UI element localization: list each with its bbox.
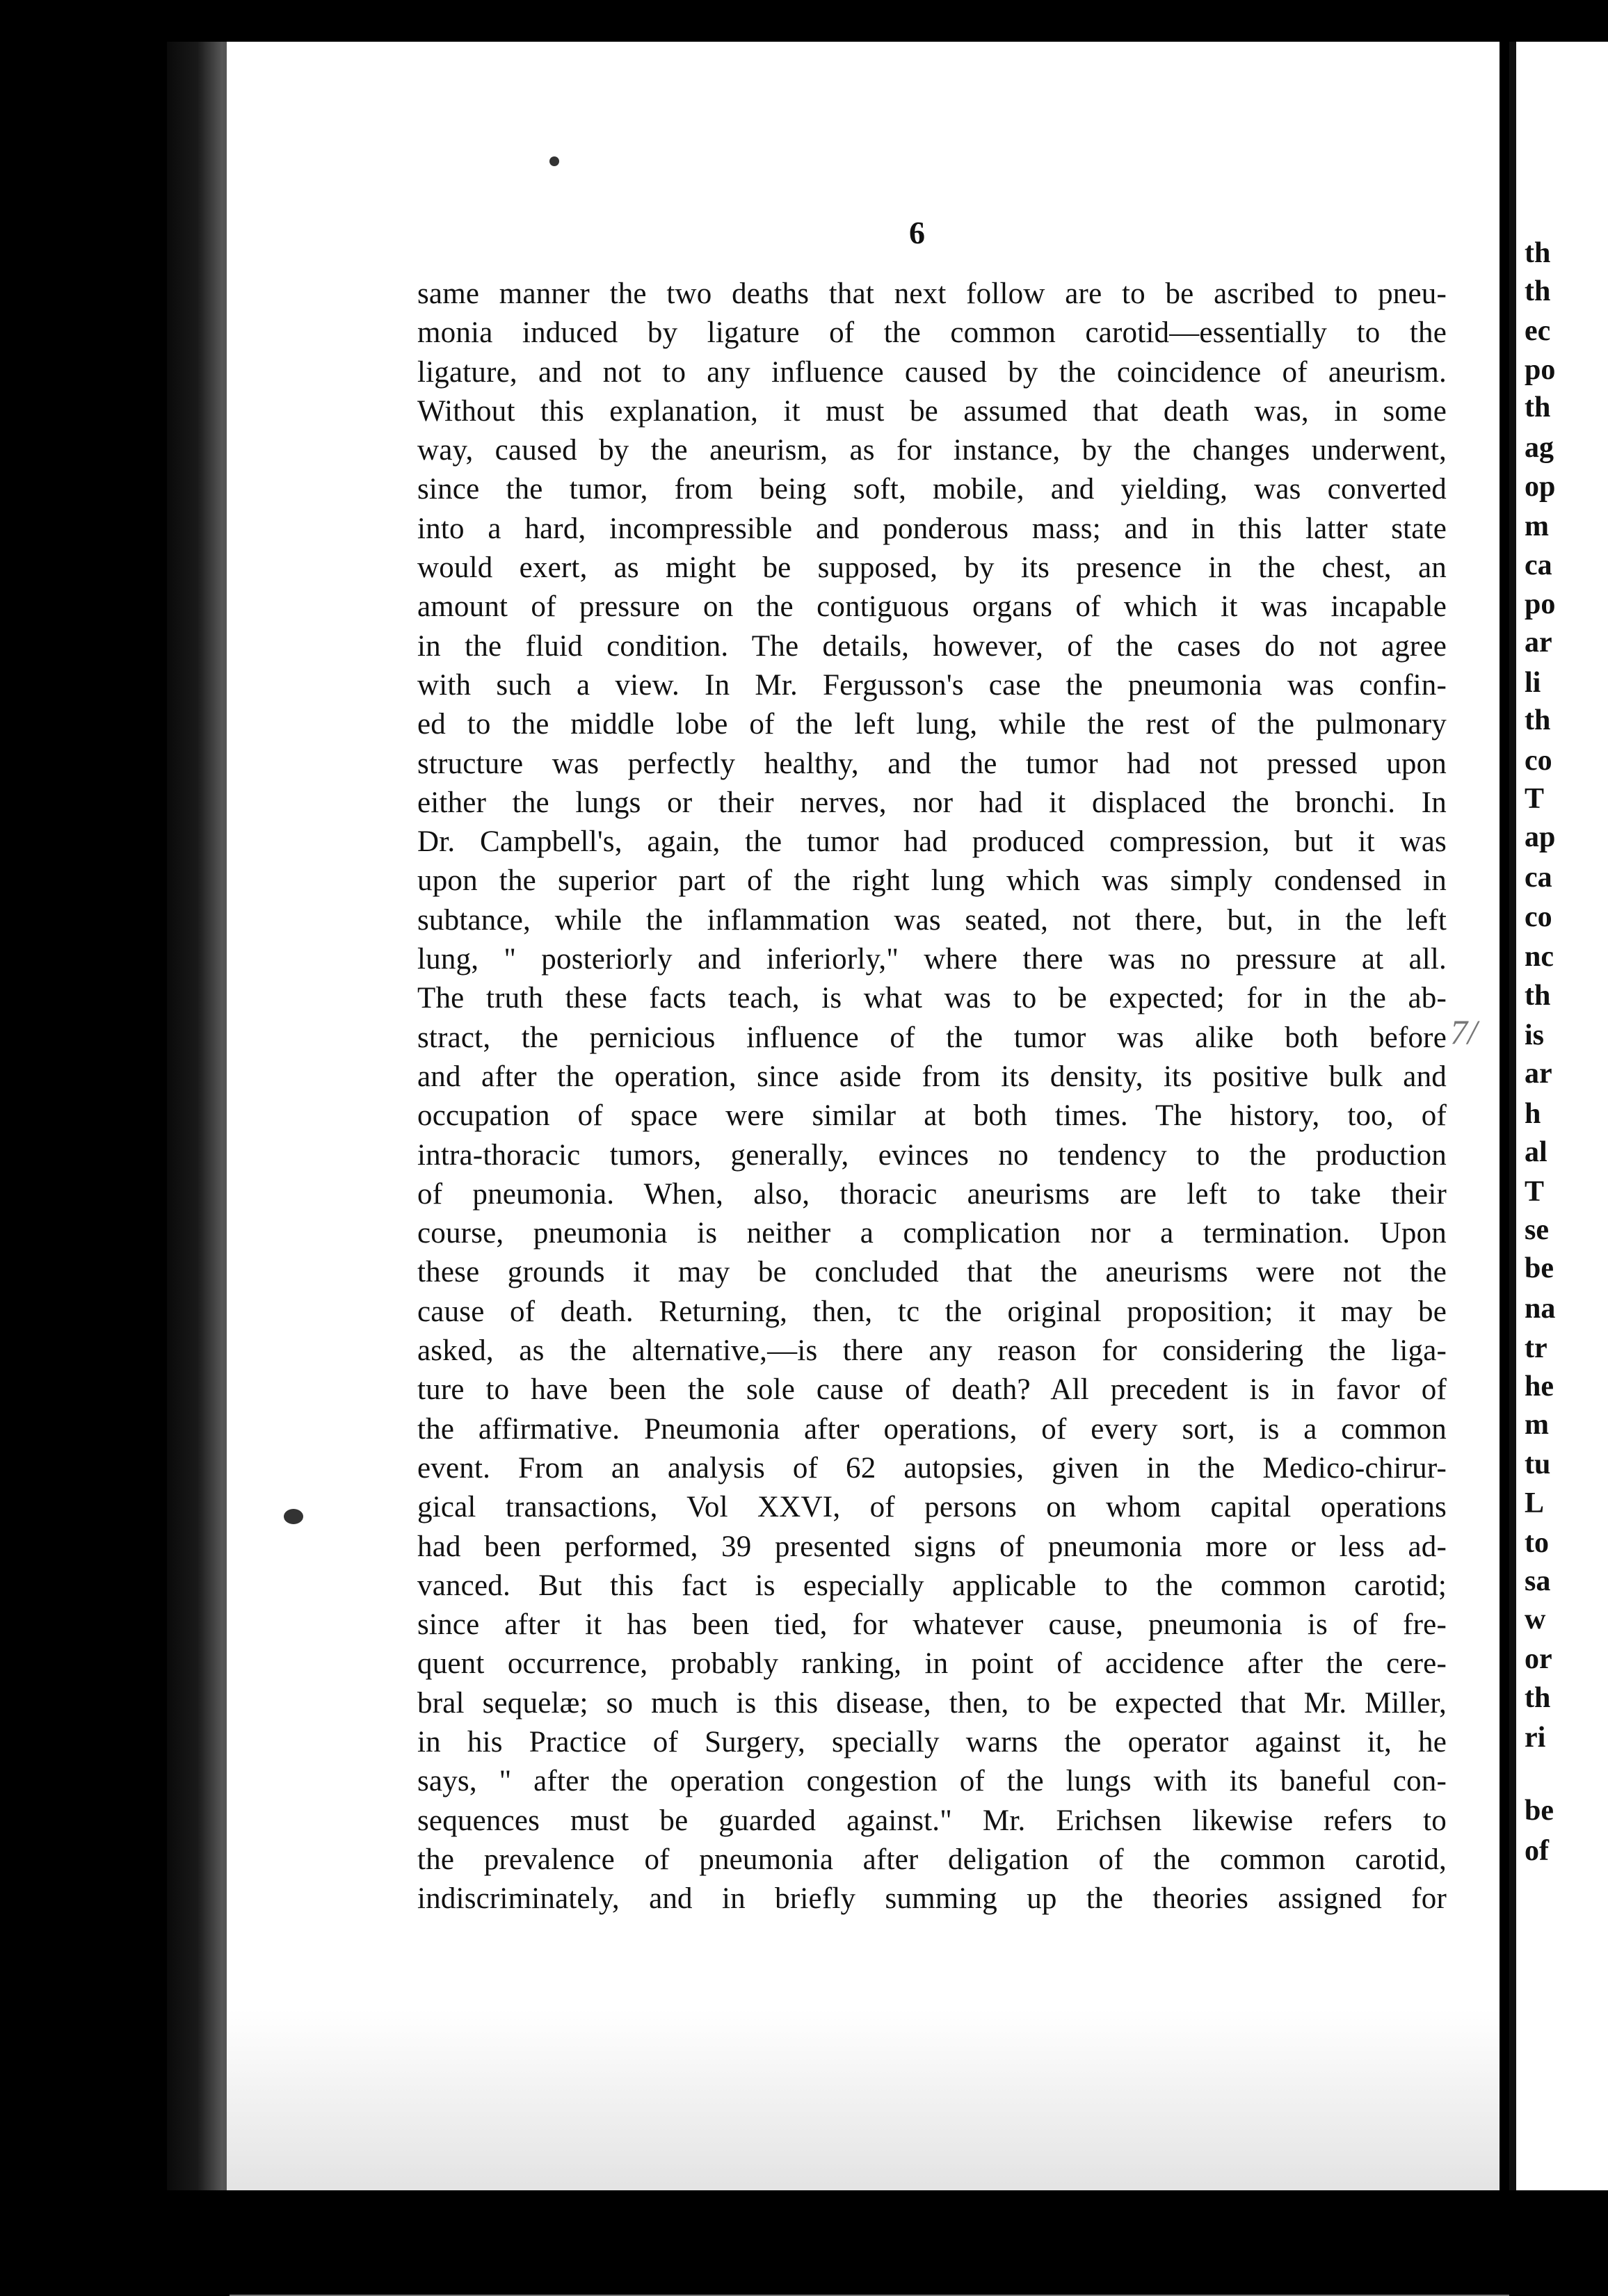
facing-page-fragment: li: [1525, 667, 1541, 699]
text-line: the prevalence of pneumonia after deligation of the common carotid,: [417, 1843, 1447, 1876]
facing-page-fragment: nc: [1525, 941, 1554, 973]
facing-page-fragment: op: [1525, 471, 1556, 503]
facing-page-fragment: ap: [1525, 821, 1556, 853]
facing-page-fragment: po: [1525, 354, 1556, 386]
text-line: with such a view. In Mr. Fergusson's case the pneumonia was confin-: [417, 668, 1447, 702]
text-line: and after the operation, since aside from its density, its positive bulk and: [417, 1060, 1447, 1093]
text-line: upon the superior part of the right lung which was simply condensed in: [417, 864, 1447, 898]
facing-page-fragment: he: [1525, 1371, 1554, 1402]
text-line: since the tumor, from being soft, mobile, and yielding, was converted: [417, 473, 1447, 506]
text-line: ture to have been the sole cause of death? All precedent is in favor of: [417, 1373, 1447, 1407]
text-line: stract, the pernicious influence of the tumor was alike both before: [417, 1021, 1447, 1054]
facing-page-fragment: th: [1525, 391, 1551, 423]
ink-speck: [284, 1509, 303, 1524]
text-line: sequences must be guarded against." Mr. Erichsen likewise refers to: [417, 1804, 1447, 1837]
text-line: asked, as the alternative,—is there any reason for considering the liga-: [417, 1334, 1447, 1368]
facing-page-fragment: ag: [1525, 432, 1554, 464]
body-text: [417, 275, 1447, 1918]
text-line: says, " after the operation congestion of the lungs with its baneful con-: [417, 1765, 1447, 1798]
text-line: indiscriminately, and in briefly summing up the theories assigned for: [417, 1882, 1447, 1916]
text-line: structure was perfectly healthy, and the tumor had not pressed upon: [417, 747, 1447, 780]
text-line: these grounds it may be concluded that the aneurisms were not the: [417, 1256, 1447, 1289]
facing-page-fragment: na: [1525, 1293, 1556, 1325]
text-line: quent occurrence, probably ranking, in point of accidence after the cere-: [417, 1647, 1447, 1681]
facing-page-fragment: al: [1525, 1136, 1547, 1168]
text-line: lung, " posteriorly and inferiorly," where there was no pressure at all.: [417, 943, 1447, 976]
facing-page-fragment: po: [1525, 588, 1556, 620]
facing-page-fragment: tr: [1525, 1332, 1547, 1364]
facing-page-fragment: or: [1525, 1643, 1552, 1675]
text-line: subtance, while the inflammation was seated, not there, but, in the left: [417, 903, 1447, 937]
facing-page-fragment: of: [1525, 1835, 1549, 1867]
facing-page-fragment: ca: [1525, 862, 1552, 894]
text-line: gical transactions, Vol XXVI, of persons on whom capital operations: [417, 1491, 1447, 1524]
facing-page-edge: [1509, 42, 1608, 2190]
text-line: since after it has been tied, for whatever cause, pneumonia is of fre-: [417, 1608, 1447, 1642]
text-line: the affirmative. Pneumonia after operations, of every sort, is a common: [417, 1412, 1447, 1446]
facing-page-fragment: ri: [1525, 1722, 1546, 1754]
facing-page-fragment: th: [1525, 237, 1551, 269]
facing-page-fragment: ca: [1525, 549, 1552, 581]
facing-page-fragment: h: [1525, 1098, 1541, 1130]
text-line: would exert, as might be supposed, by its presence in the chest, an: [417, 551, 1447, 585]
facing-page-fragment: ec: [1525, 315, 1551, 347]
facing-page-fragment: be: [1525, 1252, 1554, 1284]
text-line: ed to the middle lobe of the left lung, while the rest of the pulmonary: [417, 708, 1447, 741]
facing-page-fragment: co: [1525, 745, 1552, 777]
text-line: event. From an analysis of 62 autopsies, given in the Medico-chirur-: [417, 1451, 1447, 1485]
text-line: ligature, and not to any influence caused by the coincidence of aneurism.: [417, 355, 1447, 389]
facing-page-fragment: ar: [1525, 626, 1552, 658]
text-line: Without this explanation, it must be assumed that death was, in some: [417, 394, 1447, 428]
text-line: in his Practice of Surgery, specially warns the operator against it, he: [417, 1725, 1447, 1759]
text-line: occupation of space were similar at both times. The history, too, of: [417, 1099, 1447, 1133]
text-line: intra-thoracic tumors, generally, evinces no tendency to the production: [417, 1138, 1447, 1172]
facing-page-fragment: th: [1525, 1682, 1551, 1714]
text-line: same manner the two deaths that next follow are to be ascribed to pneu-: [417, 277, 1447, 310]
text-line: in the fluid condition. The details, however, of the cases do not agree: [417, 629, 1447, 663]
text-line: either the lungs or their nerves, nor had it displaced the bronchi. In: [417, 786, 1447, 819]
facing-page-fragment: se: [1525, 1214, 1549, 1246]
facing-page-fragment: co: [1525, 901, 1552, 933]
facing-page-fragment: w: [1525, 1603, 1546, 1635]
text-line: cause of death. Returning, then, tc the original proposition; it may be: [417, 1295, 1447, 1328]
facing-page-fragment: m: [1525, 510, 1549, 542]
facing-page-fragment: T: [1525, 783, 1545, 815]
facing-page-fragment: sa: [1525, 1565, 1551, 1597]
text-line: course, pneumonia is neither a complication nor a termination. Upon: [417, 1217, 1447, 1250]
text-line: monia induced by ligature of the common carotid—essentially to the: [417, 316, 1447, 350]
facing-page-fragment: to: [1525, 1527, 1549, 1559]
text-line: amount of pressure on the contiguous organs of which it was incapable: [417, 590, 1447, 624]
facing-page-fragment: T: [1525, 1176, 1545, 1208]
facing-page-fragment: m: [1525, 1409, 1549, 1441]
text-line: of pneumonia. When, also, thoracic aneurisms are left to take their: [417, 1177, 1447, 1211]
facing-page-fragment: be: [1525, 1795, 1554, 1827]
text-line: bral sequelæ; so much is this disease, then, to be expected that Mr. Miller,: [417, 1686, 1447, 1720]
facing-page-fragment: th: [1525, 980, 1551, 1012]
margin-annotation: 7/: [1450, 1012, 1477, 1051]
text-line: vanced. But this fact is especially applicable to the common carotid;: [417, 1569, 1447, 1602]
page-shadow: [227, 2010, 1500, 2190]
facing-page-fragment: L: [1525, 1487, 1545, 1519]
facing-page-fragment: th: [1525, 704, 1551, 736]
facing-page-fragment: tu: [1525, 1448, 1551, 1480]
text-line: Dr. Campbell's, again, the tumor had produced compression, but it was: [417, 825, 1447, 859]
text-line: way, caused by the aneurism, as for instance, by the changes underwent,: [417, 434, 1447, 467]
facing-page-fragment: ar: [1525, 1058, 1552, 1090]
text-line: into a hard, incompressible and ponderous mass; and in this latter state: [417, 512, 1447, 545]
text-line: had been performed, 39 presented signs of pneumonia more or less ad-: [417, 1530, 1447, 1563]
ink-speck: [549, 156, 559, 166]
text-line: The truth these facts teach, is what was to be expected; for in the ab-: [417, 982, 1447, 1015]
facing-page-fragment: is: [1525, 1019, 1545, 1051]
facing-page-fragment: th: [1525, 275, 1551, 307]
page-number: 6: [909, 215, 925, 250]
